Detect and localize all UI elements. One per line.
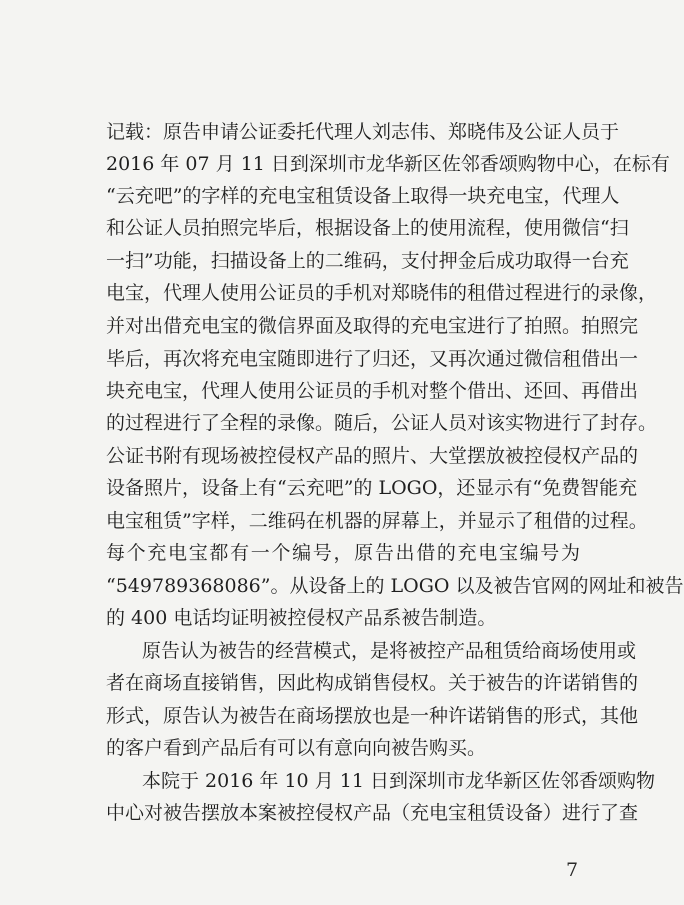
text-line: 者在商场直接销售，因此构成销售侵权。关于被告的许诺销售的 [106, 672, 639, 694]
text-line: 每个充电宝都有一个编号，原告出借的充电宝编号为 [106, 542, 580, 564]
text-line: 原告认为被告的经营模式，是将被控产品租赁给商场使用或 [142, 640, 637, 662]
text-line: 和公证人员拍照完毕后，根据设备上的使用流程，使用微信“扫 [106, 217, 629, 239]
text-line: 记载：原告申请公证委托代理人刘志伟、郑晓伟及公证人员于 [106, 121, 620, 143]
text-line: 形式，原告认为被告在商场摆放也是一种许诺销售的形式，其他 [106, 705, 639, 727]
page-number: 7 [566, 859, 579, 881]
text-line: 本院于 2016 年 10 月 11 日到深圳市龙华新区佐邻香颂购物 [142, 770, 655, 792]
text-line: 并对出借充电宝的微信界面及取得的充电宝进行了拍照。拍照完 [106, 315, 639, 337]
text-line: 设备照片，设备上有“云充吧”的 LOGO，还显示有“免费智能充 [106, 477, 638, 499]
text-line: 电宝，代理人使用公证员的手机对郑晓伟的租借过程进行的录像， [106, 282, 658, 304]
text-line: “云充吧”的字样的充电宝租赁设备上取得一块充电宝，代理人 [106, 185, 620, 207]
text-line: 毕后，再次将充电宝随即进行了归还，又再次通过微信租借出一 [106, 348, 639, 370]
text-line: 一扫”功能，扫描设备上的二维码，支付押金后成功取得一台充 [106, 250, 629, 272]
text-line: 中心对被告摆放本案被控侵权产品（充电宝租赁设备）进行了查 [106, 802, 639, 824]
text-line: “549789368086”。从设备上的 LOGO 以及被告官网的网址和被告 [106, 575, 684, 597]
text-line: 块充电宝，代理人使用公证员的手机对整个借出、还回、再借出 [106, 380, 639, 402]
text-line: 的客户看到产品后有可以有意向向被告购买。 [106, 737, 487, 759]
text-line: 电宝租赁”字样，二维码在机器的屏幕上，并显示了租借的过程。 [106, 510, 648, 532]
text-line: 的 400 电话均证明被控侵权产品系被告制造。 [106, 607, 497, 629]
text-line: 的过程进行了全程的录像。随后，公证人员对该实物进行了封存。 [106, 412, 658, 434]
text-line: 2016 年 07 月 11 日到深圳市龙华新区佐邻香颂购物中心，在标有 [106, 153, 670, 175]
text-line: 公证书附有现场被控侵权产品的照片、大堂摆放被控侵权产品的 [106, 445, 639, 467]
